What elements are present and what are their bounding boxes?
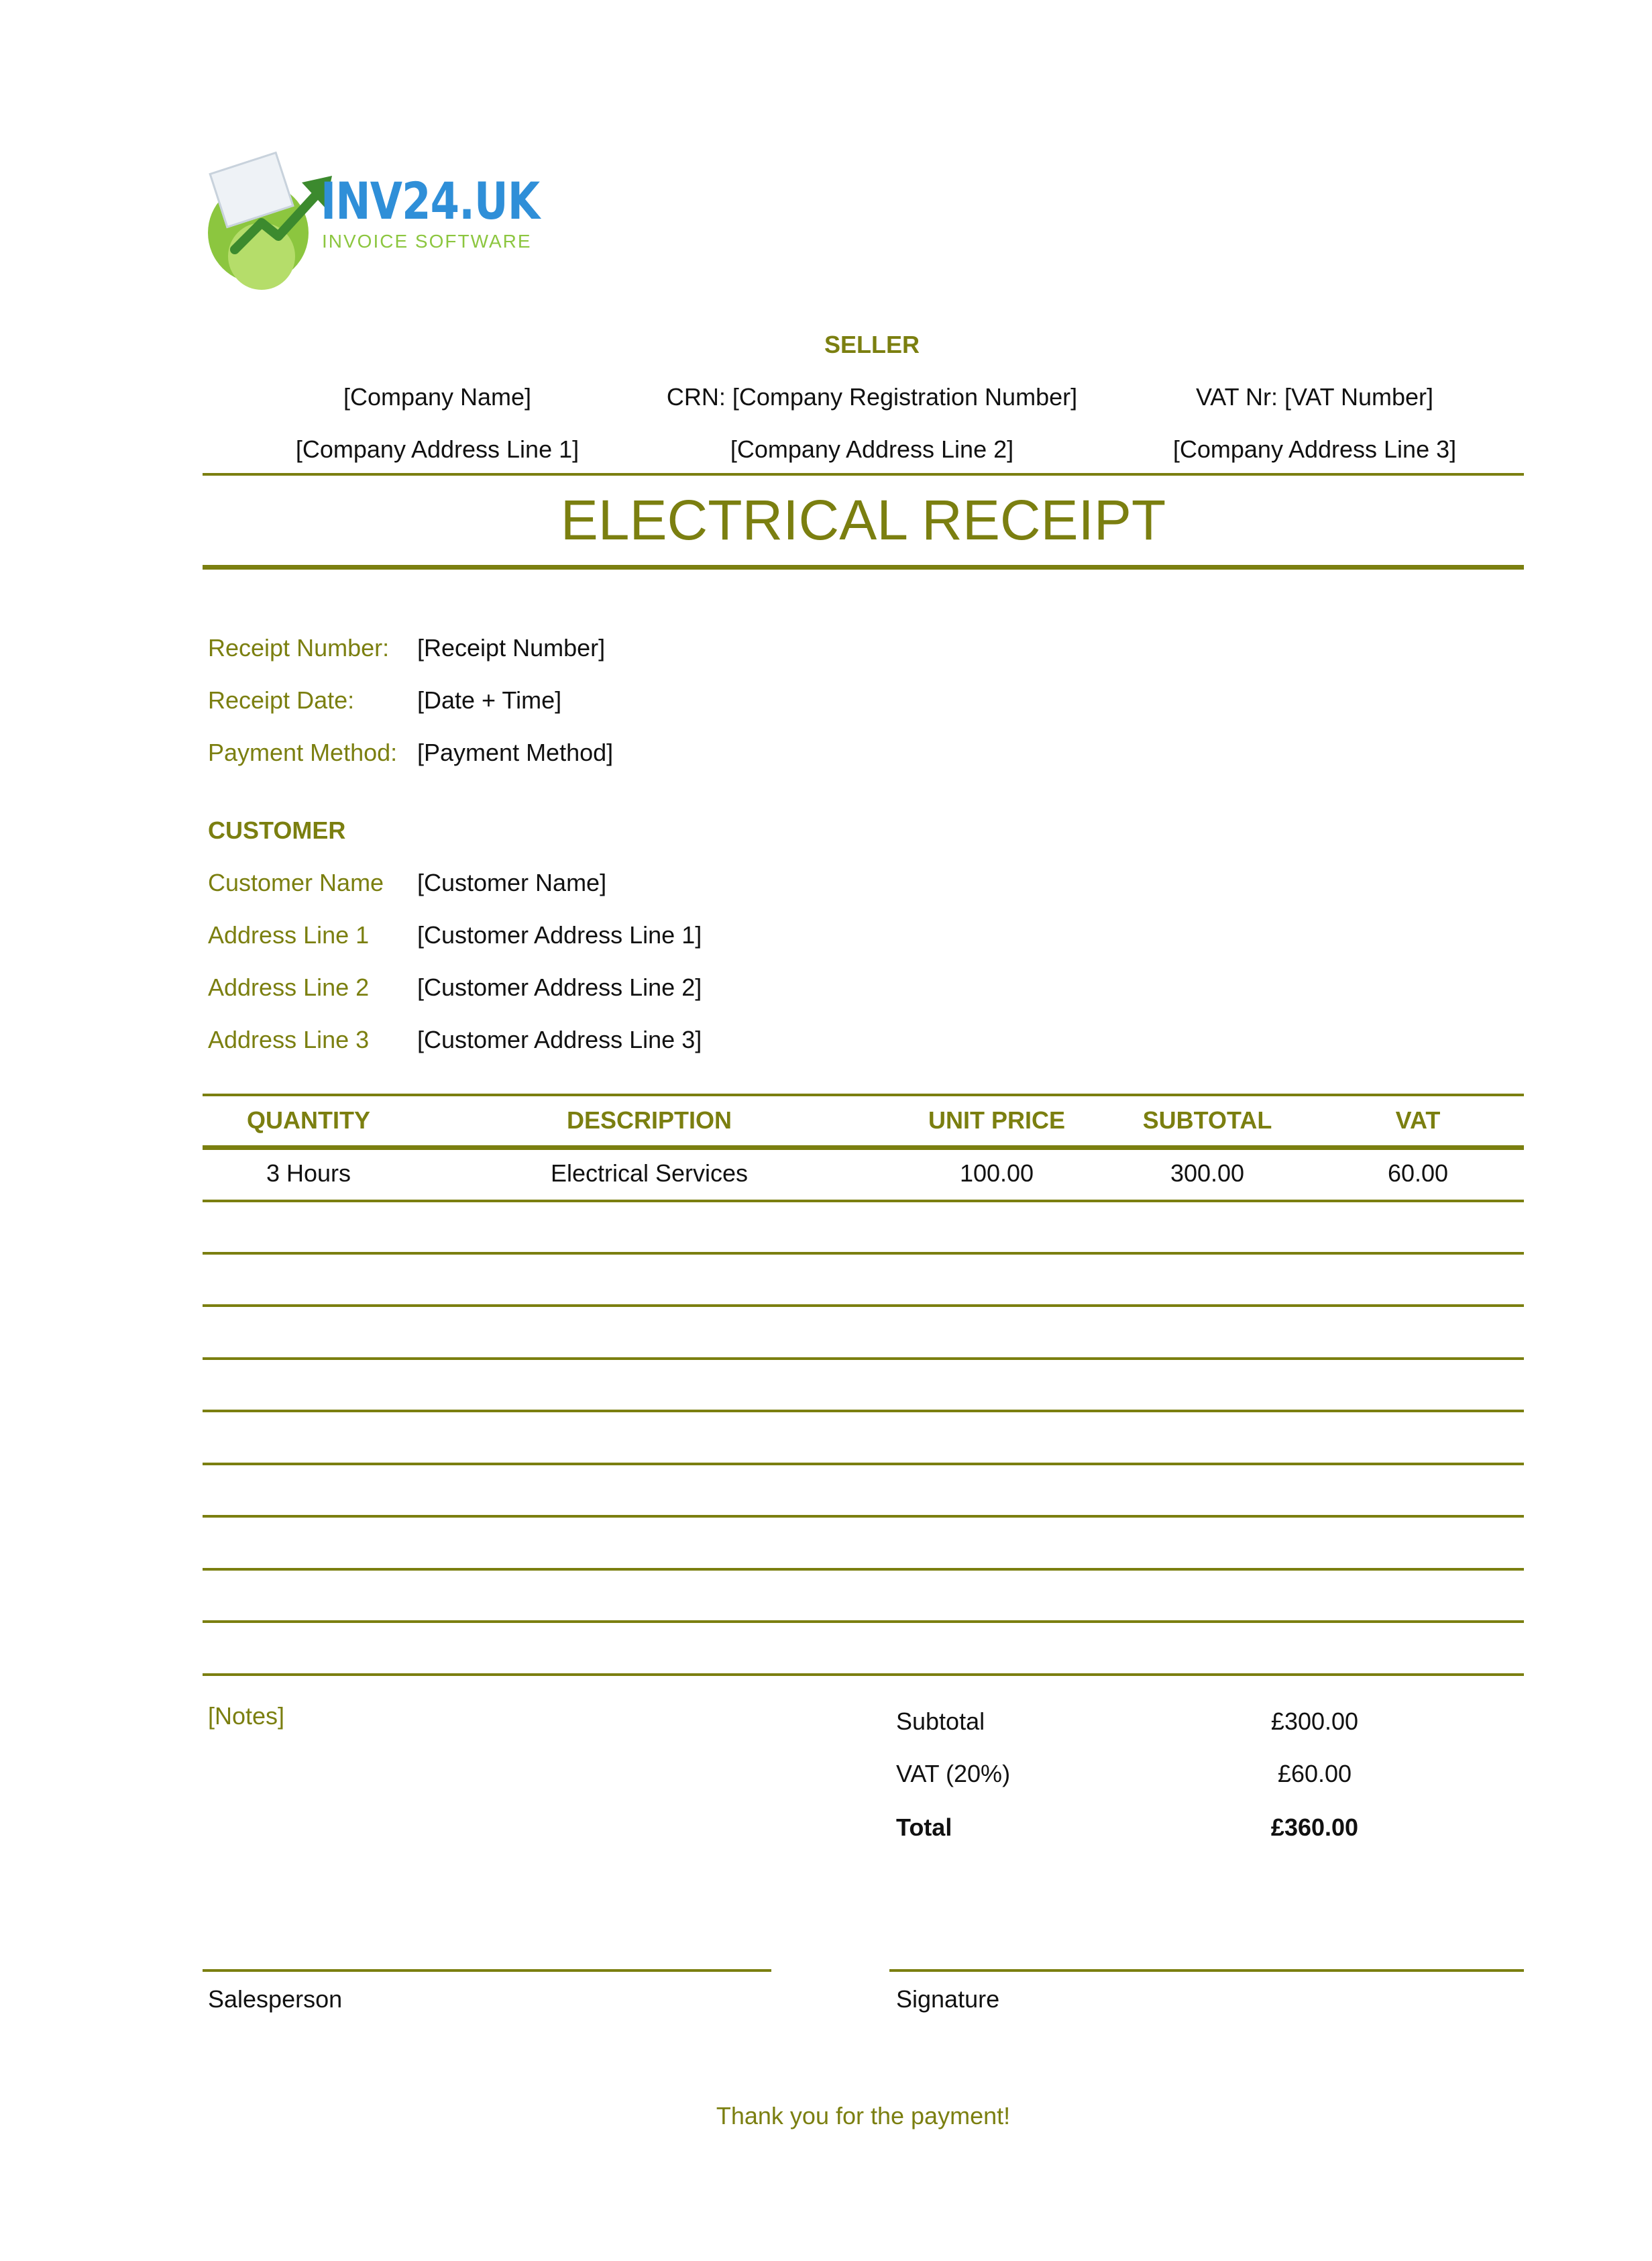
table-row-rule — [203, 1463, 1524, 1465]
salesperson-label: Salesperson — [208, 1985, 343, 2013]
payment-method-label: Payment Method: — [208, 739, 398, 766]
divider — [203, 565, 1524, 570]
logo-growth-arrow-icon — [221, 156, 335, 270]
page-title: ELECTRICAL RECEIPT — [560, 488, 1166, 551]
customer-address-3-value: [Customer Address Line 3] — [417, 1026, 702, 1053]
table-header-rule — [203, 1145, 1524, 1150]
column-header-vat: VAT — [1395, 1106, 1441, 1134]
total-label: Total — [896, 1813, 952, 1841]
seller-heading: SELLER — [824, 331, 920, 358]
seller-address-line-3: [Company Address Line 3] — [1172, 435, 1457, 463]
table-row-rule — [203, 1200, 1524, 1202]
cell-description: Electrical Services — [550, 1159, 749, 1187]
receipt-date-value: [Date + Time] — [417, 686, 562, 714]
table-row-rule — [203, 1568, 1524, 1571]
seller-vat: VAT Nr: [VAT Number] — [1195, 383, 1434, 411]
customer-address-1-value: [Customer Address Line 1] — [417, 921, 702, 949]
seller-company-name: [Company Name] — [343, 383, 532, 411]
payment-method-value: [Payment Method] — [417, 739, 614, 766]
subtotal-value: £300.00 — [1270, 1707, 1359, 1735]
table-row-rule — [203, 1357, 1524, 1360]
table-row-rule — [203, 1252, 1524, 1255]
seller-crn: CRN: [Company Registration Number] — [666, 383, 1078, 411]
cell-subtotal: 300.00 — [1170, 1159, 1245, 1187]
table-bottom-rule — [203, 1673, 1524, 1676]
receipt-date-label: Receipt Date: — [208, 686, 355, 714]
vat-value: £60.00 — [1277, 1760, 1352, 1787]
signature-line — [889, 1969, 1524, 1972]
receipt-number-value: [Receipt Number] — [417, 634, 606, 662]
customer-heading: CUSTOMER — [208, 817, 346, 844]
total-value: £360.00 — [1270, 1813, 1359, 1841]
column-header-unit-price: UNIT PRICE — [928, 1106, 1065, 1134]
cell-vat: 60.00 — [1387, 1159, 1449, 1187]
company-logo — [203, 156, 538, 270]
logo-tagline: INVOICE SOFTWARE — [322, 231, 532, 252]
salesperson-line — [203, 1969, 771, 1972]
cell-quantity: 3 Hours — [266, 1159, 351, 1187]
table-row-rule — [203, 1410, 1524, 1412]
customer-name-value: [Customer Name] — [417, 869, 607, 896]
column-header-description: DESCRIPTION — [566, 1106, 732, 1134]
divider — [203, 473, 1524, 476]
notes: [Notes] — [208, 1702, 285, 1730]
customer-address-2-label: Address Line 2 — [208, 974, 370, 1001]
table-row-rule — [203, 1304, 1524, 1307]
customer-address-3-label: Address Line 3 — [208, 1026, 370, 1053]
signature-label: Signature — [896, 1985, 1000, 2013]
footer-thank-you: Thank you for the payment! — [716, 2102, 1011, 2129]
subtotal-label: Subtotal — [896, 1707, 985, 1735]
receipt-number-label: Receipt Number: — [208, 634, 390, 662]
cell-unit-price: 100.00 — [959, 1159, 1034, 1187]
column-header-quantity: QUANTITY — [247, 1106, 370, 1134]
table-top-rule — [203, 1094, 1524, 1096]
seller-address-line-1: [Company Address Line 1] — [295, 435, 580, 463]
customer-name-label: Customer Name — [208, 869, 384, 896]
column-header-subtotal: SUBTOTAL — [1142, 1106, 1272, 1134]
seller-address-line-2: [Company Address Line 2] — [730, 435, 1014, 463]
vat-label: VAT (20%) — [896, 1760, 1011, 1787]
customer-address-2-value: [Customer Address Line 2] — [417, 974, 702, 1001]
customer-address-1-label: Address Line 1 — [208, 921, 370, 949]
table-row-rule — [203, 1515, 1524, 1518]
table-row-rule — [203, 1620, 1524, 1623]
logo-wordmark: INV24.UK — [321, 171, 540, 231]
